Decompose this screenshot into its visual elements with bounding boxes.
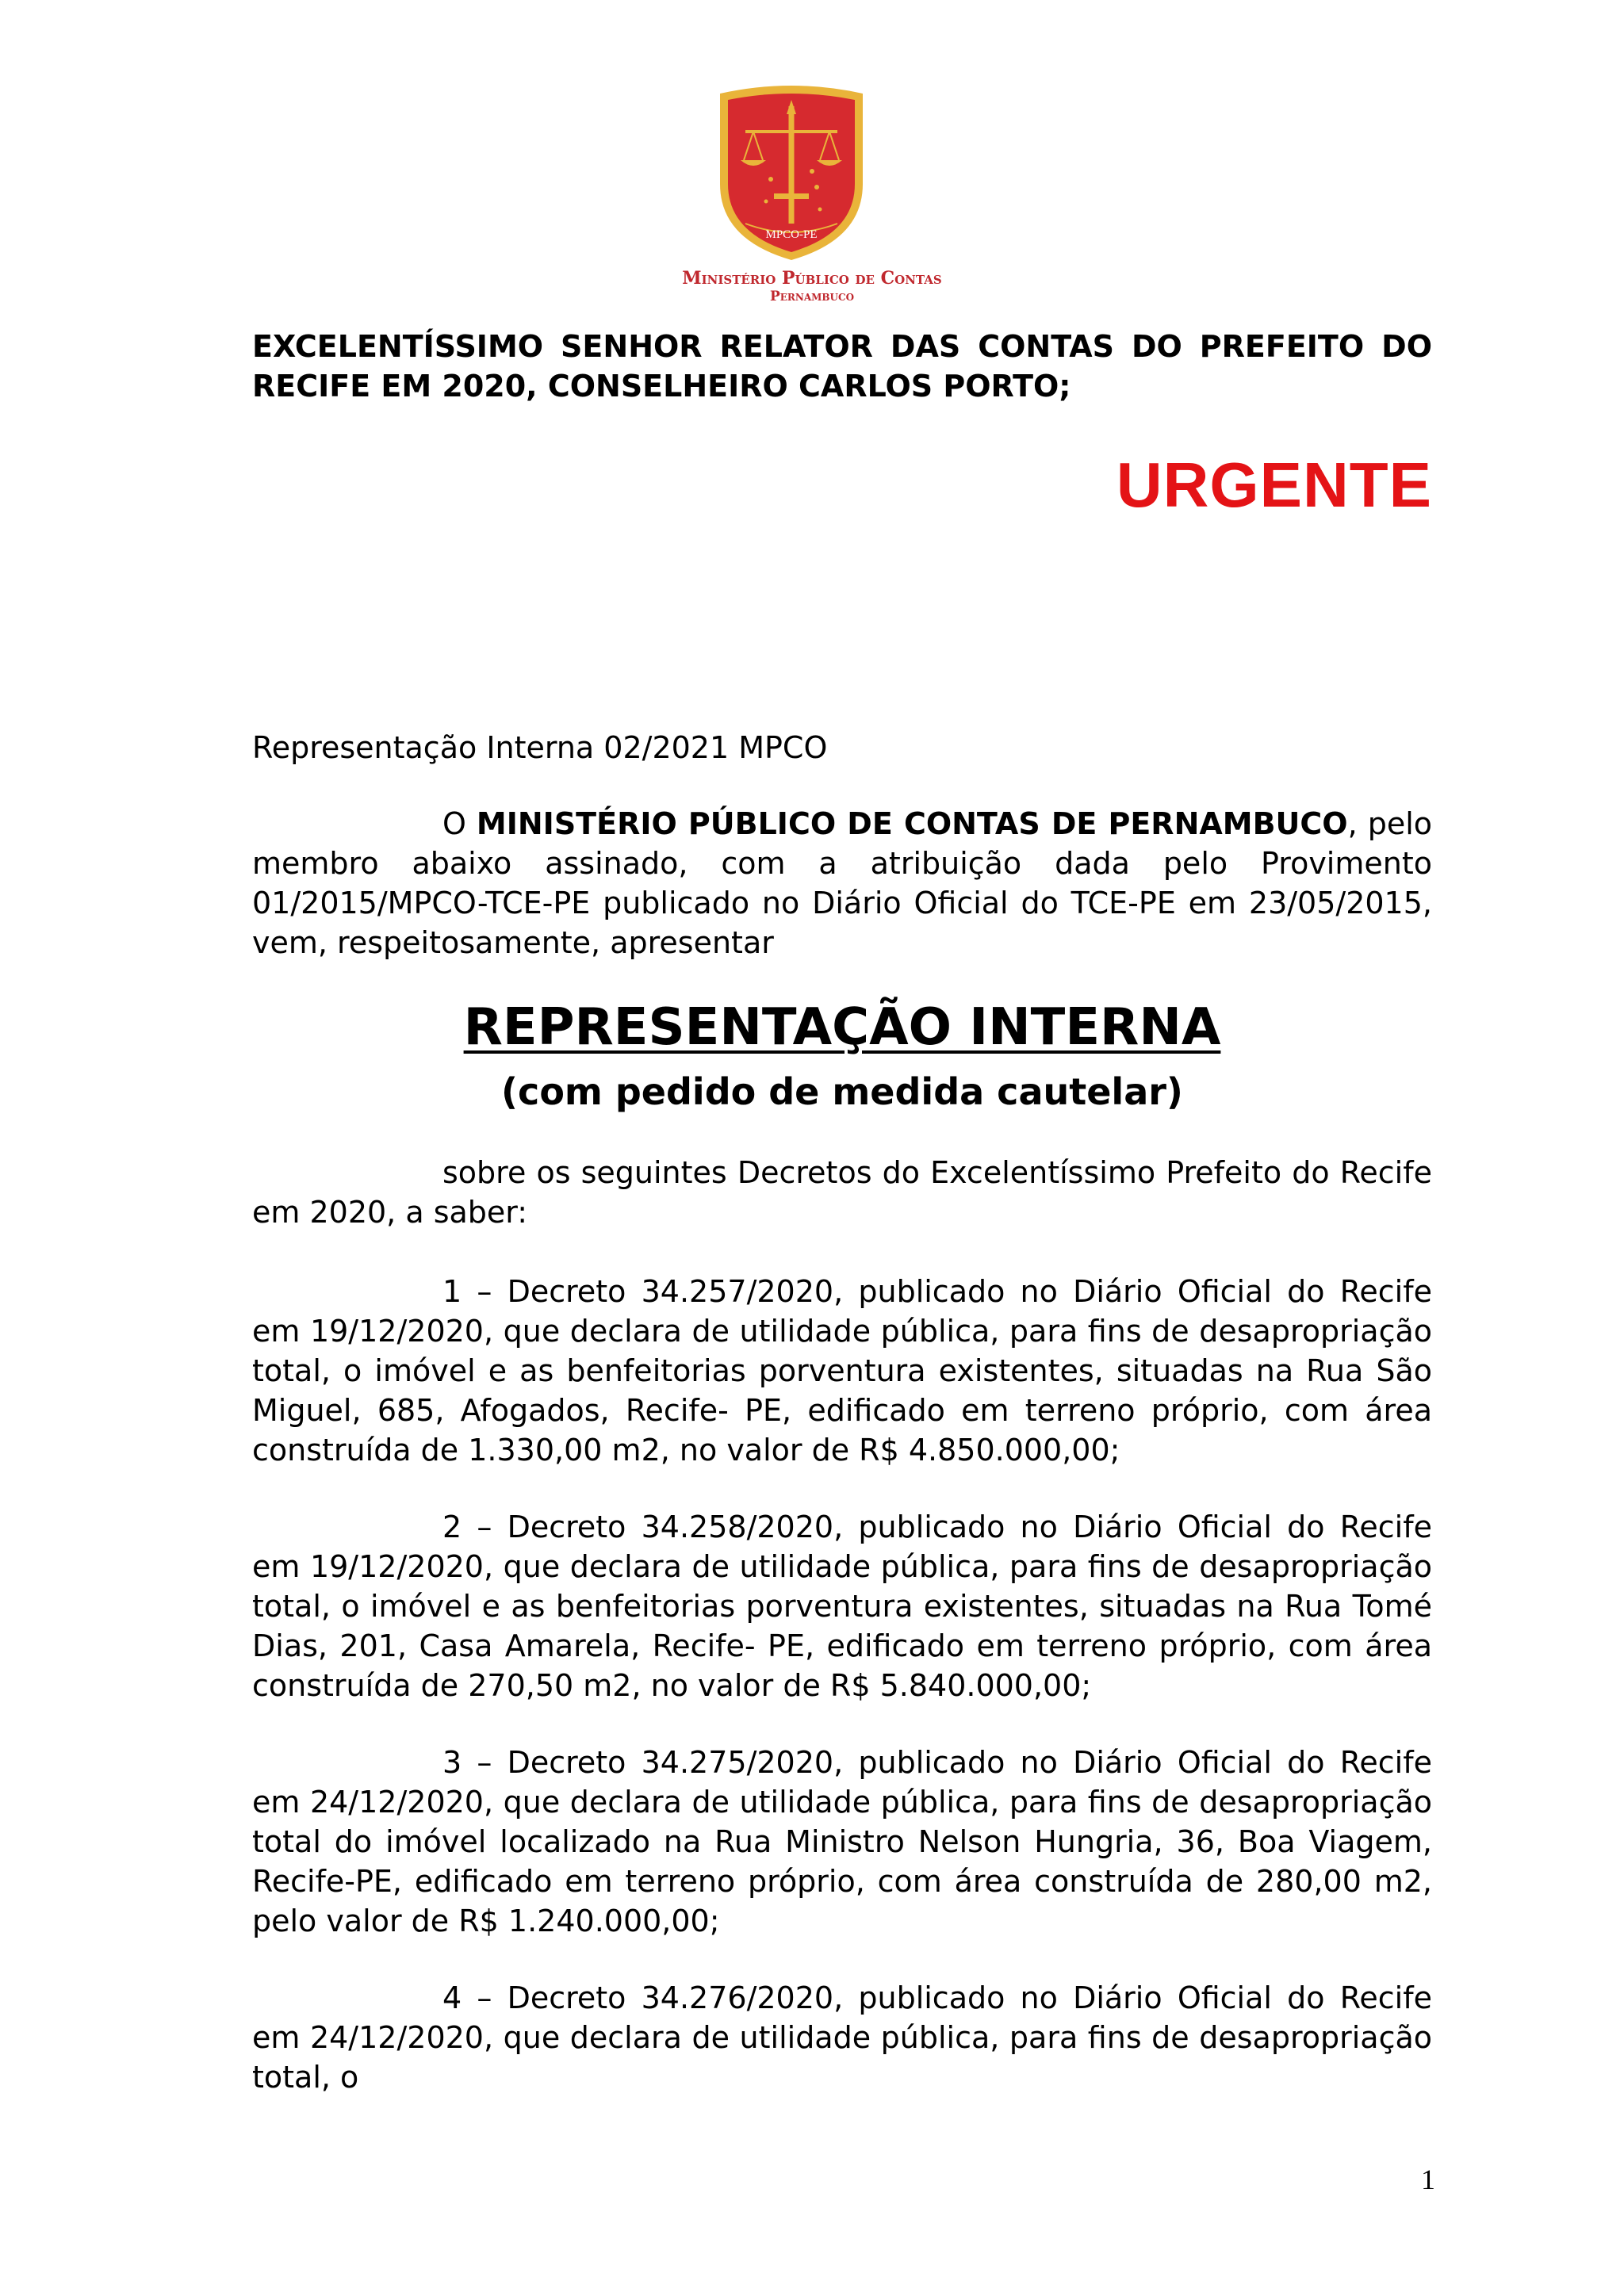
decree-item: 2 – Decreto 34.258/2020, publicado no Diário Oficial do Recife em 19/12/2020, que declara de utilidade pública, para fins de desapropriação total, o imóvel e as benfeitorias porventura existentes, situadas na Rua Tomé Dias, 201, Casa Amarela, Recife- PE, edificado em terreno próprio, com área construída de 270,50 m2, no valor de R$ 5.840.000,00; bbox=[252, 1510, 1432, 1703]
decrees-intro bbox=[252, 1153, 1432, 1232]
intro-paragraph bbox=[252, 804, 1432, 962]
urgent-label: URGENTE bbox=[1116, 450, 1432, 520]
decrees-intro-text: sobre os seguintes Decretos do Excelentíssimo Prefeito do Recife em 2020, a saber: bbox=[252, 1155, 1432, 1230]
org-name-line2: Pernambuco bbox=[769, 289, 855, 304]
svg-text:MPCO-PE: MPCO-PE bbox=[765, 228, 818, 241]
page-number: 1 bbox=[1421, 2164, 1435, 2195]
decree-item: 1 – Decreto 34.257/2020, publicado no Diário Oficial do Recife em 19/12/2020, que declara de utilidade pública, para fins de desapropriação total, o imóvel e as benfeitorias porventura existentes, situadas na Rua São Miguel, 685, Afogados, Recife- PE, edificado em terreno próprio, com área construída de 1.330,00 m2, no valor de R$ 4.850.000,00; bbox=[252, 1274, 1432, 1468]
mpco-pe-shield-logo bbox=[714, 82, 869, 263]
decree-item: 4 – Decreto 34.276/2020, publicado no Diário Oficial do Recife em 24/12/2020, que declara de utilidade pública, para fins de desapropriação total, o bbox=[252, 1980, 1432, 2095]
org-name-line1: Ministério Público de Contas bbox=[682, 268, 942, 289]
intro-text: , pelo membro abaixo assinado, com a atribuição dada pelo Provimento 01/2015/MPCO-TCE-PE publicado no Diário Oficial do TCE-PE em 23/05/2015, vem, respeitosamente, apresentar bbox=[252, 806, 1432, 960]
decree-list bbox=[252, 1272, 1432, 2134]
document-subtitle: (com pedido de medida cautelar) bbox=[501, 1070, 1183, 1113]
addressee: EXCELENTÍSSIMO SENHOR RELATOR DAS CONTAS DO PREFEITO DO RECIFE EM 2020, CONSELHEIRO CARLOS PORTO; bbox=[252, 329, 1432, 404]
decree-item: 3 – Decreto 34.275/2020, publicado no Diário Oficial do Recife em 24/12/2020, que declara de utilidade pública, para fins de desapropriação total do imóvel localizado na Rua Ministro Nelson Hungria, 36, Boa Viagem, Recife-PE, edificado em terreno próprio, com área construída de 280,00 m2, pelo valor de R$ 1.240.000,00; bbox=[252, 1745, 1432, 1938]
intro-prefix: O bbox=[442, 806, 477, 841]
institution-name: MINISTÉRIO PÚBLICO DE CONTAS DE PERNAMBUCO bbox=[476, 806, 1348, 841]
document-title: REPRESENTAÇÃO INTERNA bbox=[463, 998, 1221, 1057]
reference-number: Representação Interna 02/2021 MPCO bbox=[252, 730, 828, 765]
